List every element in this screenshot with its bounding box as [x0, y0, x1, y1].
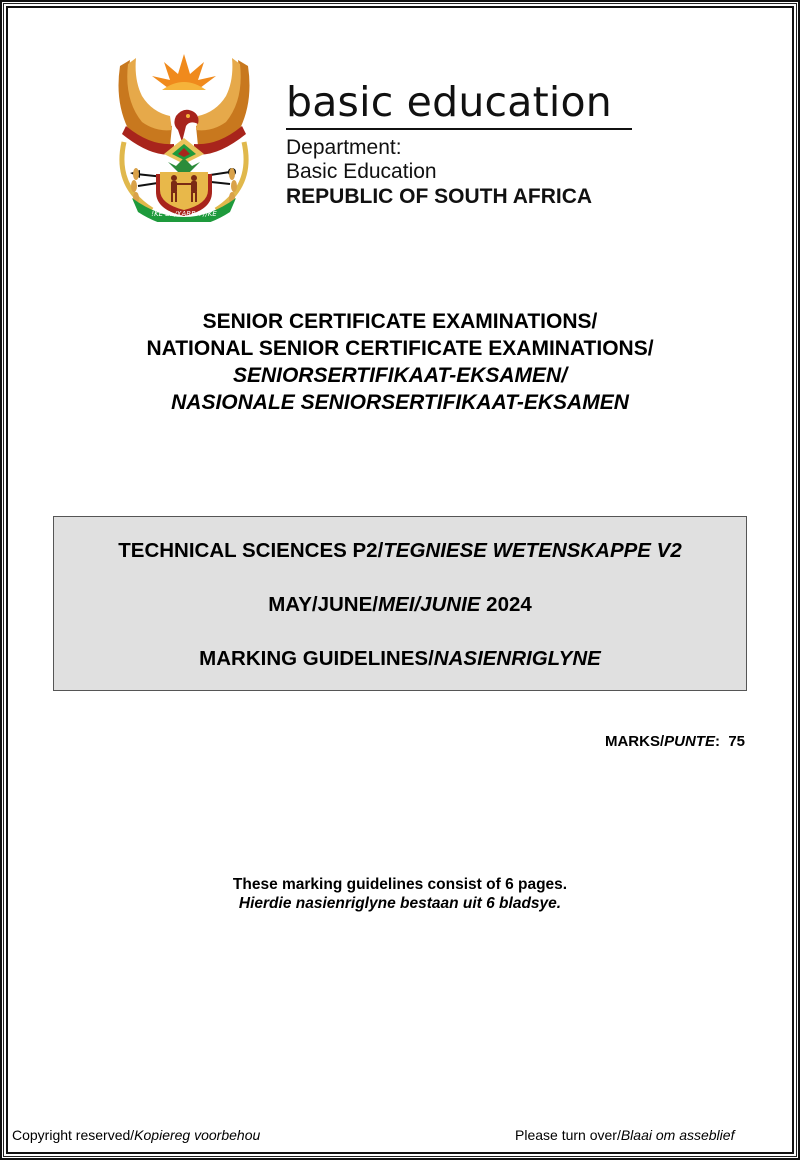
document-type-af: NASIENRIGLYNE — [433, 647, 601, 670]
page-count-note-af: Hierdie nasienriglyne bestaan uit 6 bladsye. — [238, 895, 562, 912]
footer-turn-over — [515, 1126, 734, 1144]
country-name: REPUBLIC OF SOUTH AFRICA — [286, 185, 593, 208]
department-name: Basic Education — [286, 160, 437, 183]
subject-title — [54, 539, 746, 563]
exam-title-line-3: SENIORSERTIFIKAAT-EKSAMEN/ — [232, 364, 568, 387]
subject-title-en: TECHNICAL SCIENCES P2/ — [118, 539, 384, 562]
document-type-en: MARKING GUIDELINES/ — [199, 647, 434, 670]
south-africa-coat-of-arms-icon — [112, 46, 256, 222]
exam-session — [54, 593, 746, 617]
svg-text:!KE E: /XARRA //KE: !KE E: /XARRA //KE — [151, 210, 217, 218]
footer-copyright-en: Copyright reserved/ — [12, 1127, 135, 1143]
exam-title-line-2: NATIONAL SENIOR CERTIFICATE EXAMINATIONS/ — [146, 337, 654, 360]
footer-copyright-af: Kopiereg voorbehou — [134, 1127, 261, 1143]
exam-year: 2024 — [480, 593, 532, 616]
footer-turn-over-af: Blaai om asseblief — [620, 1127, 735, 1143]
exam-title-line-4: NASIONALE SENIORSERTIFIKAAT-EKSAMEN — [171, 391, 629, 414]
page-count-note-en: These marking guidelines consist of 6 pages. — [232, 876, 568, 893]
department-label: Department: — [286, 136, 402, 159]
footer-turn-over-en: Please turn over/ — [515, 1127, 621, 1143]
page-count-note — [0, 875, 800, 913]
total-marks — [605, 733, 745, 751]
marks-label-en: MARKS/ — [604, 733, 665, 750]
marks-value: 75 — [728, 733, 745, 750]
exam-session-en: MAY/JUNE/ — [268, 593, 378, 616]
marks-separator: : — [714, 733, 729, 750]
subject-title-af: TEGNIESE WETENSKAPPE V2 — [383, 539, 682, 562]
subject-box — [53, 516, 747, 691]
brand-name: basic education — [286, 78, 612, 126]
exam-titles — [0, 308, 800, 416]
footer-copyright — [12, 1126, 260, 1144]
exam-session-af: MEI/JUNIE — [377, 593, 481, 616]
document-type — [54, 647, 746, 671]
sun-icon — [152, 54, 216, 90]
brand-block — [286, 78, 632, 209]
exam-title-line-1: SENIOR CERTIFICATE EXAMINATIONS/ — [202, 310, 598, 333]
marks-label-af: PUNTE — [664, 733, 715, 750]
brand-divider — [286, 128, 632, 130]
